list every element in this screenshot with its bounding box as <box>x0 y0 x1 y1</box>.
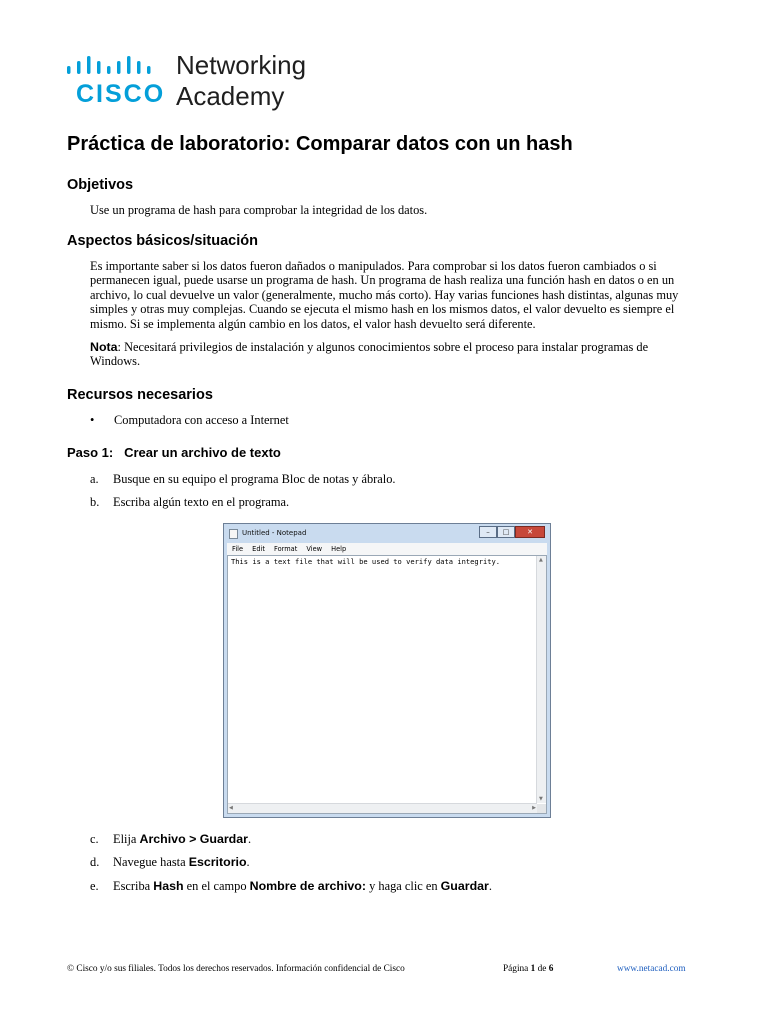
aspectos-line: mismo. Si se implementa algún cambio en los datos, el valor hash devuelto será diferente. <box>90 316 536 331</box>
aspectos-line: permanecen igual, puede usarse un programa de hash. Un programa de hash realiza una función hash en datos o en un <box>90 273 675 288</box>
horizontal-scrollbar <box>228 803 537 813</box>
scroll-down-icon: ▼ <box>539 796 543 802</box>
logo-academy: Academy <box>176 81 285 111</box>
step-text: . <box>488 879 492 893</box>
notepad-menubar <box>227 543 547 555</box>
recursos-item-text: Computadora con acceso a Internet <box>114 413 289 427</box>
notepad-screenshot <box>223 523 551 818</box>
aspectos-line: simples y otras muy complejas. Cuando se ejecuta el mismo hash en los mismos datos, el valor devuelto es siempre el <box>90 302 675 317</box>
aspectos-line: Es importante saber si los datos fueron dañados o manipulados. Para comprobar si los datos fueron cambiados o si <box>90 259 657 273</box>
step-letter: a. <box>90 472 99 486</box>
step-bold-text: Escritorio <box>188 855 247 869</box>
step-text: Navegue hasta <box>113 855 189 869</box>
note-line-2: Windows. <box>90 354 141 369</box>
scrollbar-corner <box>537 804 546 813</box>
notepad-app-icon <box>229 529 238 539</box>
step-c <box>90 832 251 847</box>
cisco-wordmark: CISCO <box>76 80 166 108</box>
notepad-content: This is a text file that will be used to verify data integrity. <box>231 557 501 566</box>
scroll-left-icon: ◀ <box>229 805 233 811</box>
recursos-item <box>90 413 289 428</box>
cisco-networking-academy-logo <box>67 50 327 112</box>
step-bold-text: Hash <box>153 879 184 893</box>
step-text: Escriba algún texto en el programa. <box>113 495 290 509</box>
note-paragraph <box>90 340 700 369</box>
maximize-icon: □ <box>497 526 515 538</box>
heading-aspectos: Aspectos básicos/situación <box>67 233 258 249</box>
note-line <box>90 340 700 354</box>
step-text: Escriba <box>113 879 154 893</box>
step-text: y haga clic en <box>366 879 441 893</box>
footer-copyright: © Cisco y/o sus filiales. Todos los derechos reservados. Información confidencial de Cisco <box>67 964 405 974</box>
step-text: . <box>247 832 252 846</box>
step-letter: c. <box>90 832 99 846</box>
step-b <box>90 495 289 510</box>
menu-format: Format <box>274 545 298 553</box>
minimize-icon: – <box>479 526 497 538</box>
aspectos-line: archivo, lo cual devuelve un valor (generalmente, mucho más corto). Hay varias funciones hash distintas, algunas muy <box>90 287 679 302</box>
notepad-title: Untitled - Notepad <box>242 529 307 537</box>
menu-view: View <box>306 545 323 553</box>
step-bold-text: Archivo > Guardar <box>139 832 248 846</box>
scroll-right-icon: ▶ <box>532 805 536 811</box>
heading-objetivos: Objetivos <box>67 177 134 193</box>
window-controls <box>479 526 545 539</box>
notepad-text-area <box>227 555 547 814</box>
netacad-link[interactable]: www.netacad.com <box>617 964 686 974</box>
step-a <box>90 472 396 487</box>
step-bold-text: Guardar <box>440 879 489 893</box>
menu-edit: Edit <box>252 545 265 553</box>
objetivos-text: Use un programa de hash para comprobar la integridad de los datos. <box>90 203 428 217</box>
note-text: : Necesitará privilegios de instalación y algunos conocimientos sobre el proceso para instalar programas de <box>117 340 649 354</box>
notepad-titlebar <box>226 526 548 543</box>
step-text: Busque en su equipo el programa Bloc de notas y ábralo. <box>113 472 396 486</box>
cisco-bars-icon <box>67 54 167 78</box>
bullet: • <box>90 413 95 427</box>
aspectos-paragraph <box>90 259 700 331</box>
heading-paso-1: Paso 1: Crear un archivo de texto <box>67 445 281 460</box>
note-label: Nota <box>90 340 118 354</box>
menu-help: Help <box>331 545 347 553</box>
step-bold-text: Nombre de archivo: <box>249 879 367 893</box>
step-text: en el campo <box>183 879 250 893</box>
step-d <box>90 855 250 870</box>
step-letter: b. <box>90 495 100 509</box>
scroll-up-icon: ▲ <box>539 557 543 563</box>
step-e <box>90 879 492 894</box>
page-title: Práctica de laboratorio: Comparar datos con un hash <box>67 133 573 155</box>
step-text: . <box>246 855 250 869</box>
logo-networking: Networking <box>176 50 307 80</box>
vertical-scrollbar <box>536 556 546 803</box>
step-letter: e. <box>90 879 99 893</box>
footer-page-number: Página 1 de 6 <box>503 964 554 974</box>
step-text: Elija <box>113 832 140 846</box>
close-icon: ✕ <box>515 526 545 538</box>
footer-url[interactable] <box>617 964 686 974</box>
step-letter: d. <box>90 855 100 869</box>
menu-file: File <box>232 545 244 553</box>
heading-recursos: Recursos necesarios <box>67 387 213 403</box>
